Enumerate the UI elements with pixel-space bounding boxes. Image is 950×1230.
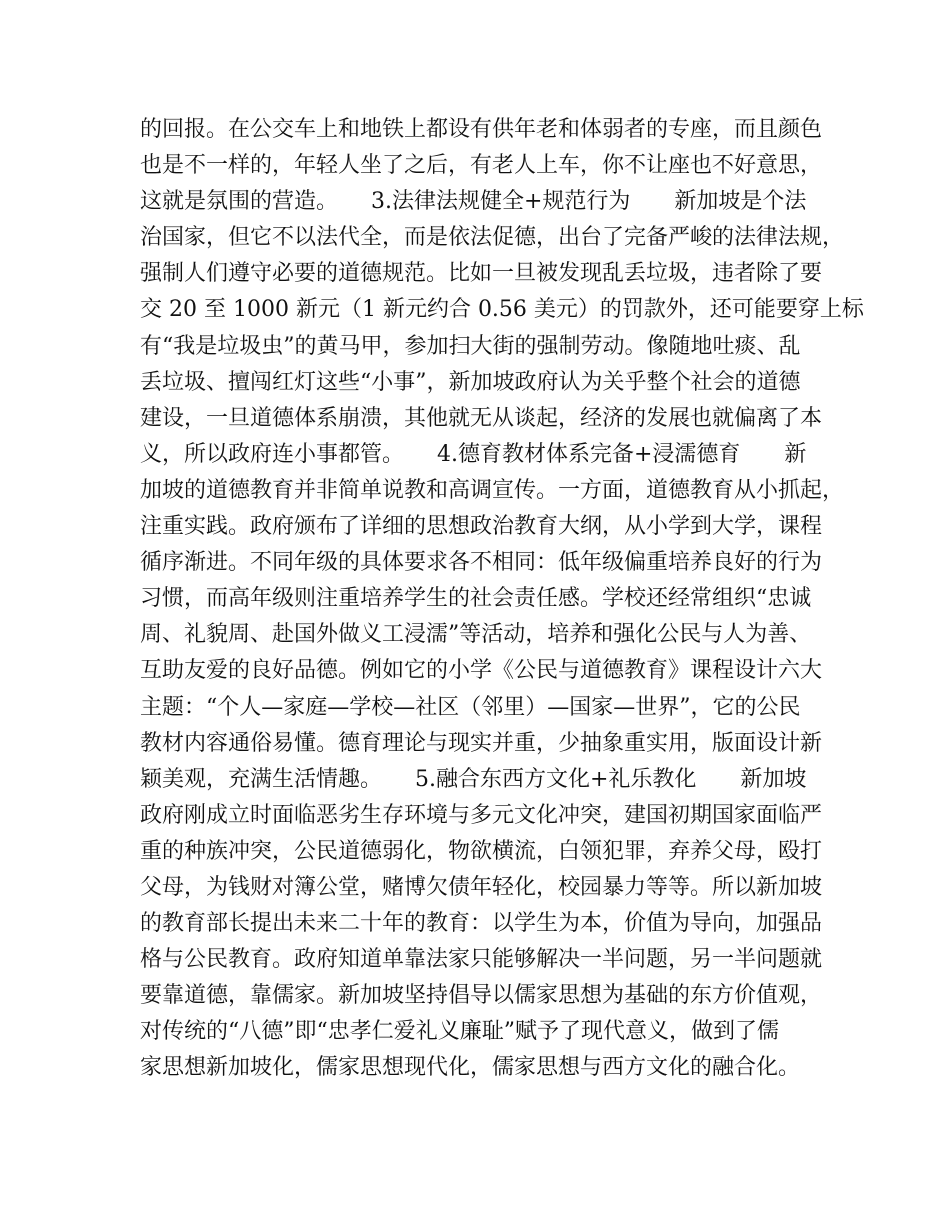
text-line: 周、礼貌周、赴国外做义工浸濡”等活动，培养和强化公民与人为善、 [140, 622, 812, 648]
text-line: 的回报。在公交车上和地铁上都设有供年老和体弱者的专座，而且颜色 [140, 117, 823, 142]
text-line: 加坡的道德教育并非简单说教和高调宣传。一方面，道德教育从小抓起， [140, 477, 845, 503]
text-line: 丢垃圾、擅闯红灯这些“小事”，新加坡政府认为关乎整个社会的道德 [140, 369, 801, 395]
body-text [140, 112, 864, 1087]
text-line: 重的种族冲突，公民道德弱化，物欲横流，白领犯罪，弃养父母，殴打 [140, 838, 823, 864]
text-line: 义，所以政府连小事都管。 4.德育教材体系完备+浸濡德育 新 [140, 441, 807, 467]
text-line: 循序渐进。不同年级的具体要求各不相同：低年级偏重培养良好的行为 [140, 550, 823, 576]
text-line: 习惯，而高年级则注重培养学生的社会责任感。学校还经常组织“忠诚 [140, 586, 812, 612]
text-line: 的教育部长提出未来二十年的教育：以学生为本，价值为导向，加强品 [140, 911, 823, 937]
text-line: 格与公民教育。政府知道单靠法家只能够解决一半问题，另一半问题就 [140, 947, 823, 973]
text-line: 有“我是垃圾虫”的黄马甲，参加扫大街的强制劳动。像随地吐痰、乱 [140, 333, 801, 359]
text-line: 也是不一样的，年轻人坐了之后，有老人上车，你不让座也不好意思， [140, 153, 823, 179]
text-line: 这就是氛围的营造。 3.法律法规健全+规范行为 新加坡是个法 [140, 189, 807, 215]
text-line: 教材内容通俗易懂。德育理论与现实并重，少抽象重实用，版面设计新 [140, 730, 823, 756]
text-line: 交 20 至 1000 新元（1 新元约合 0.56 美元）的罚款外，还可能要穿上标 [140, 297, 864, 323]
text-line: 颖美观，充满生活情趣。 5.融合东西方文化+礼乐教化 新加坡 [140, 766, 807, 792]
text-line: 互助友爱的良好品德。例如它的小学《公民与道德教育》课程设计六大 [140, 658, 823, 684]
text-line: 政府刚成立时面临恶劣生存环境与多元文化冲突，建国初期国家面临严 [140, 802, 823, 828]
text-line: 注重实践。政府颁布了详细的思想政治教育大纲，从小学到大学，课程 [140, 514, 823, 540]
text-line: 治国家，但它不以法代全，而是依法促德，出台了完备严峻的法律法规， [140, 225, 845, 251]
text-line: 家思想新加坡化，儒家思想现代化，儒家思想与西方文化的融合化。 [140, 1055, 801, 1081]
text-line: 建设，一旦道德体系崩溃，其他就无从谈起，经济的发展也就偏离了本 [140, 405, 823, 431]
text-line: 主题：“个人—家庭—学校—社区（邻里）—国家—世界”，它的公民 [140, 694, 801, 720]
text-line: 强制人们遵守必要的道德规范。比如一旦被发现乱丢垃圾，违者除了要 [140, 261, 823, 287]
text-line: 父母，为钱财对簿公堂，赌博欠债年轻化，校园暴力等等。所以新加坡 [140, 874, 823, 900]
text-line: 要靠道德，靠儒家。新加坡坚持倡导以儒家思想为基础的东方价值观， [140, 983, 823, 1009]
text-line: 对传统的“八德”即“忠孝仁爱礼义廉耻”赋予了现代意义，做到了儒 [140, 1019, 779, 1045]
